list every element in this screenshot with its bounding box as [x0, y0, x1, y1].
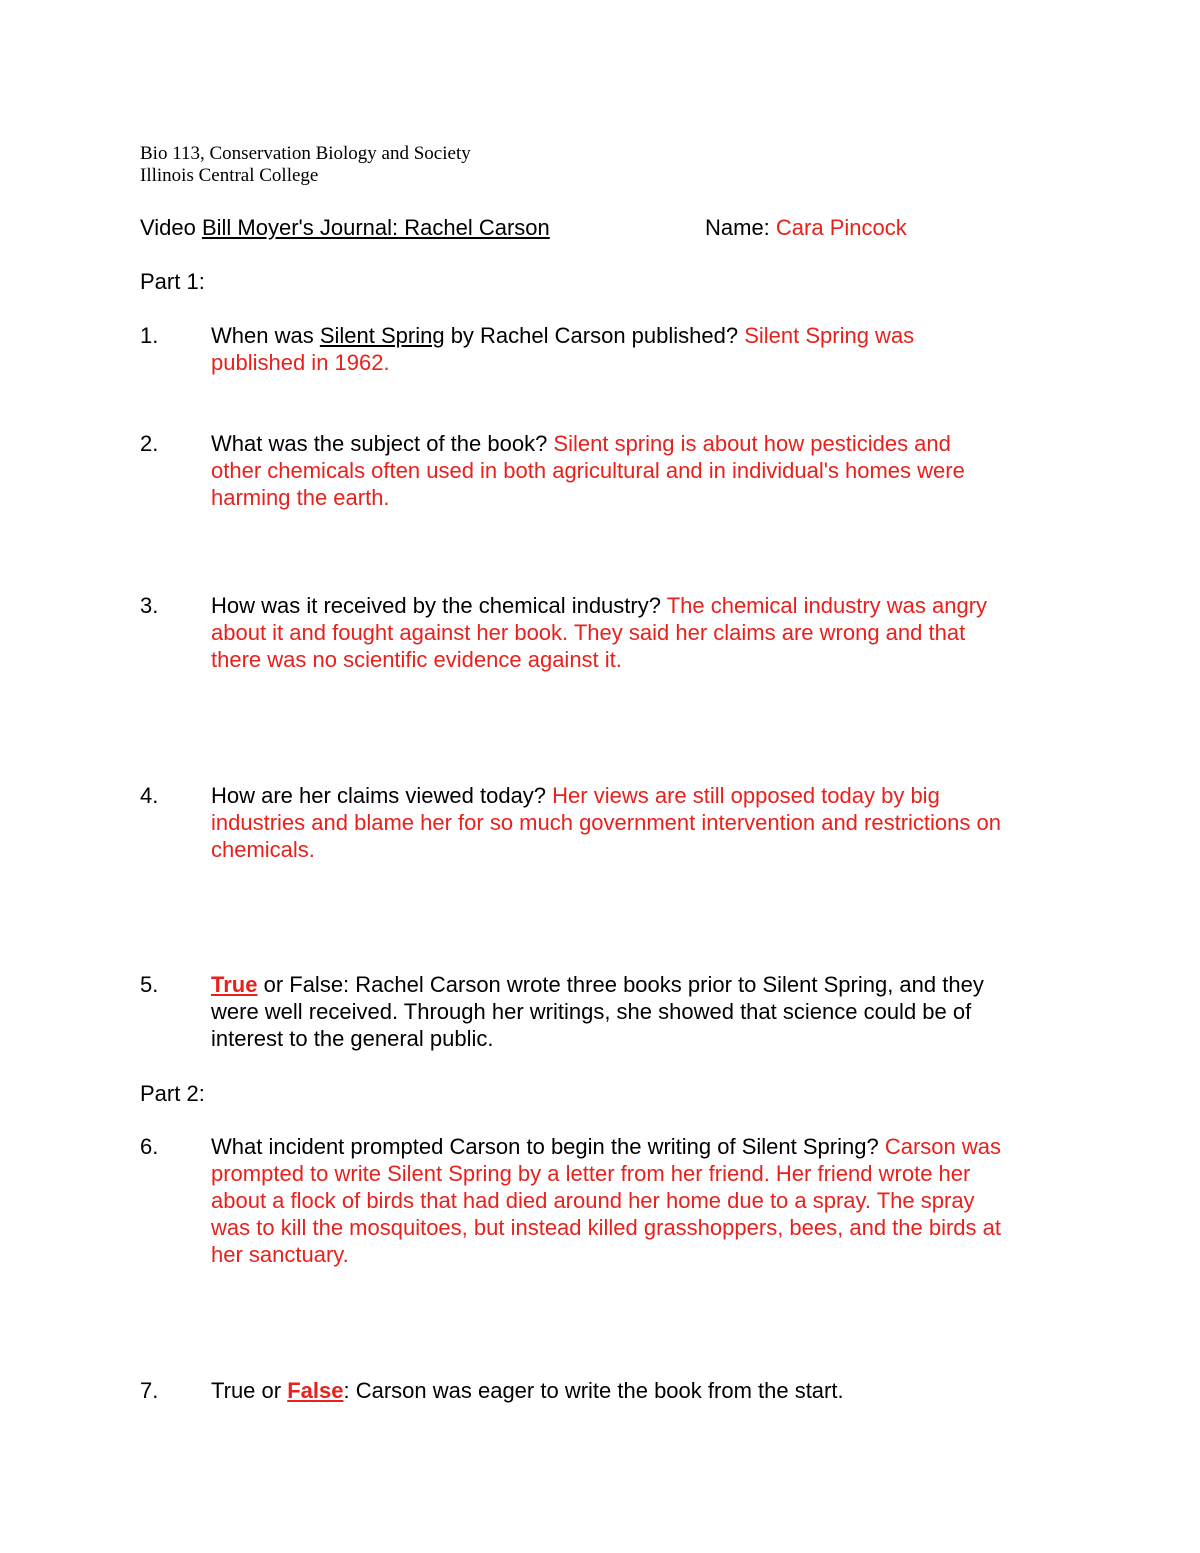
answer-2: Silent spring is about how pesticides and other chemicals often used in both agricultural and in individual's homes were harming the earth. [211, 431, 965, 510]
question-3 [211, 592, 1071, 673]
question-4-number: 4. [140, 783, 159, 808]
question-4-text: How are her claims viewed today? [211, 783, 553, 808]
answer-4: Her views are still opposed today by big industries and blame her for so much government intervention and restrictions on chemicals. [211, 783, 1001, 862]
question-7-number: 7. [140, 1378, 159, 1403]
student-name: Cara Pincock [775, 215, 907, 240]
college-name: Illinois Central College [140, 165, 319, 186]
question-4 [211, 782, 1071, 863]
question-6-number: 6. [140, 1134, 159, 1159]
question-2-text: What was the subject of the book? [211, 431, 554, 456]
question-1 [211, 322, 1071, 376]
question-2-number: 2. [140, 431, 159, 456]
answer-3: The chemical industry was angry about it and fought against her book. They said her claims are wrong and that there was no scientific evidence against it. [211, 593, 988, 672]
student-name-line [705, 214, 907, 241]
answer-1: Silent Spring was published in 1962. [211, 323, 915, 375]
question-7-lead: True or [211, 1378, 288, 1403]
question-1-text-pre: When was [211, 323, 320, 348]
video-title: Bill Moyer's Journal: Rachel Carson [201, 215, 550, 240]
part-2-heading: Part 2: [140, 1081, 205, 1106]
question-1-text-post: by Rachel Carson published? [444, 323, 745, 348]
video-prefix: Video [140, 215, 202, 240]
question-7-text: : Carson was eager to write the book from the start. [343, 1378, 844, 1403]
question-3-number: 3. [140, 593, 159, 618]
name-label: Name: [705, 215, 776, 240]
question-5-text: or False: Rachel Carson wrote three books prior to Silent Spring, and they were well received. Through her writings, she showed that science could be of interest to the general public. [211, 972, 984, 1051]
question-2 [211, 430, 1071, 511]
question-7 [211, 1377, 1071, 1404]
video-line [140, 214, 550, 241]
part-1-heading: Part 1: [140, 269, 205, 294]
question-5-number: 5. [140, 972, 159, 997]
question-1-number: 1. [140, 323, 159, 348]
question-6-text: What incident prompted Carson to begin the writing of Silent Spring? [211, 1134, 885, 1159]
question-5 [211, 971, 1071, 1052]
question-3-text: How was it received by the chemical industry? [211, 593, 667, 618]
course-title: Bio 113, Conservation Biology and Society [140, 143, 471, 164]
question-7-selected-choice: False [287, 1378, 344, 1403]
question-1-book-title: Silent Spring [319, 323, 445, 348]
question-6 [211, 1133, 1071, 1268]
question-5-selected-choice: True [211, 972, 258, 997]
answer-6: Carson was prompted to write Silent Spring by a letter from her friend. Her friend wrote her about a flock of birds that had died around her home due to a spray. The spray was to kill the mosquitoes, but instead killed grasshoppers, bees, and the birds at her sanctuary. [211, 1134, 1002, 1267]
